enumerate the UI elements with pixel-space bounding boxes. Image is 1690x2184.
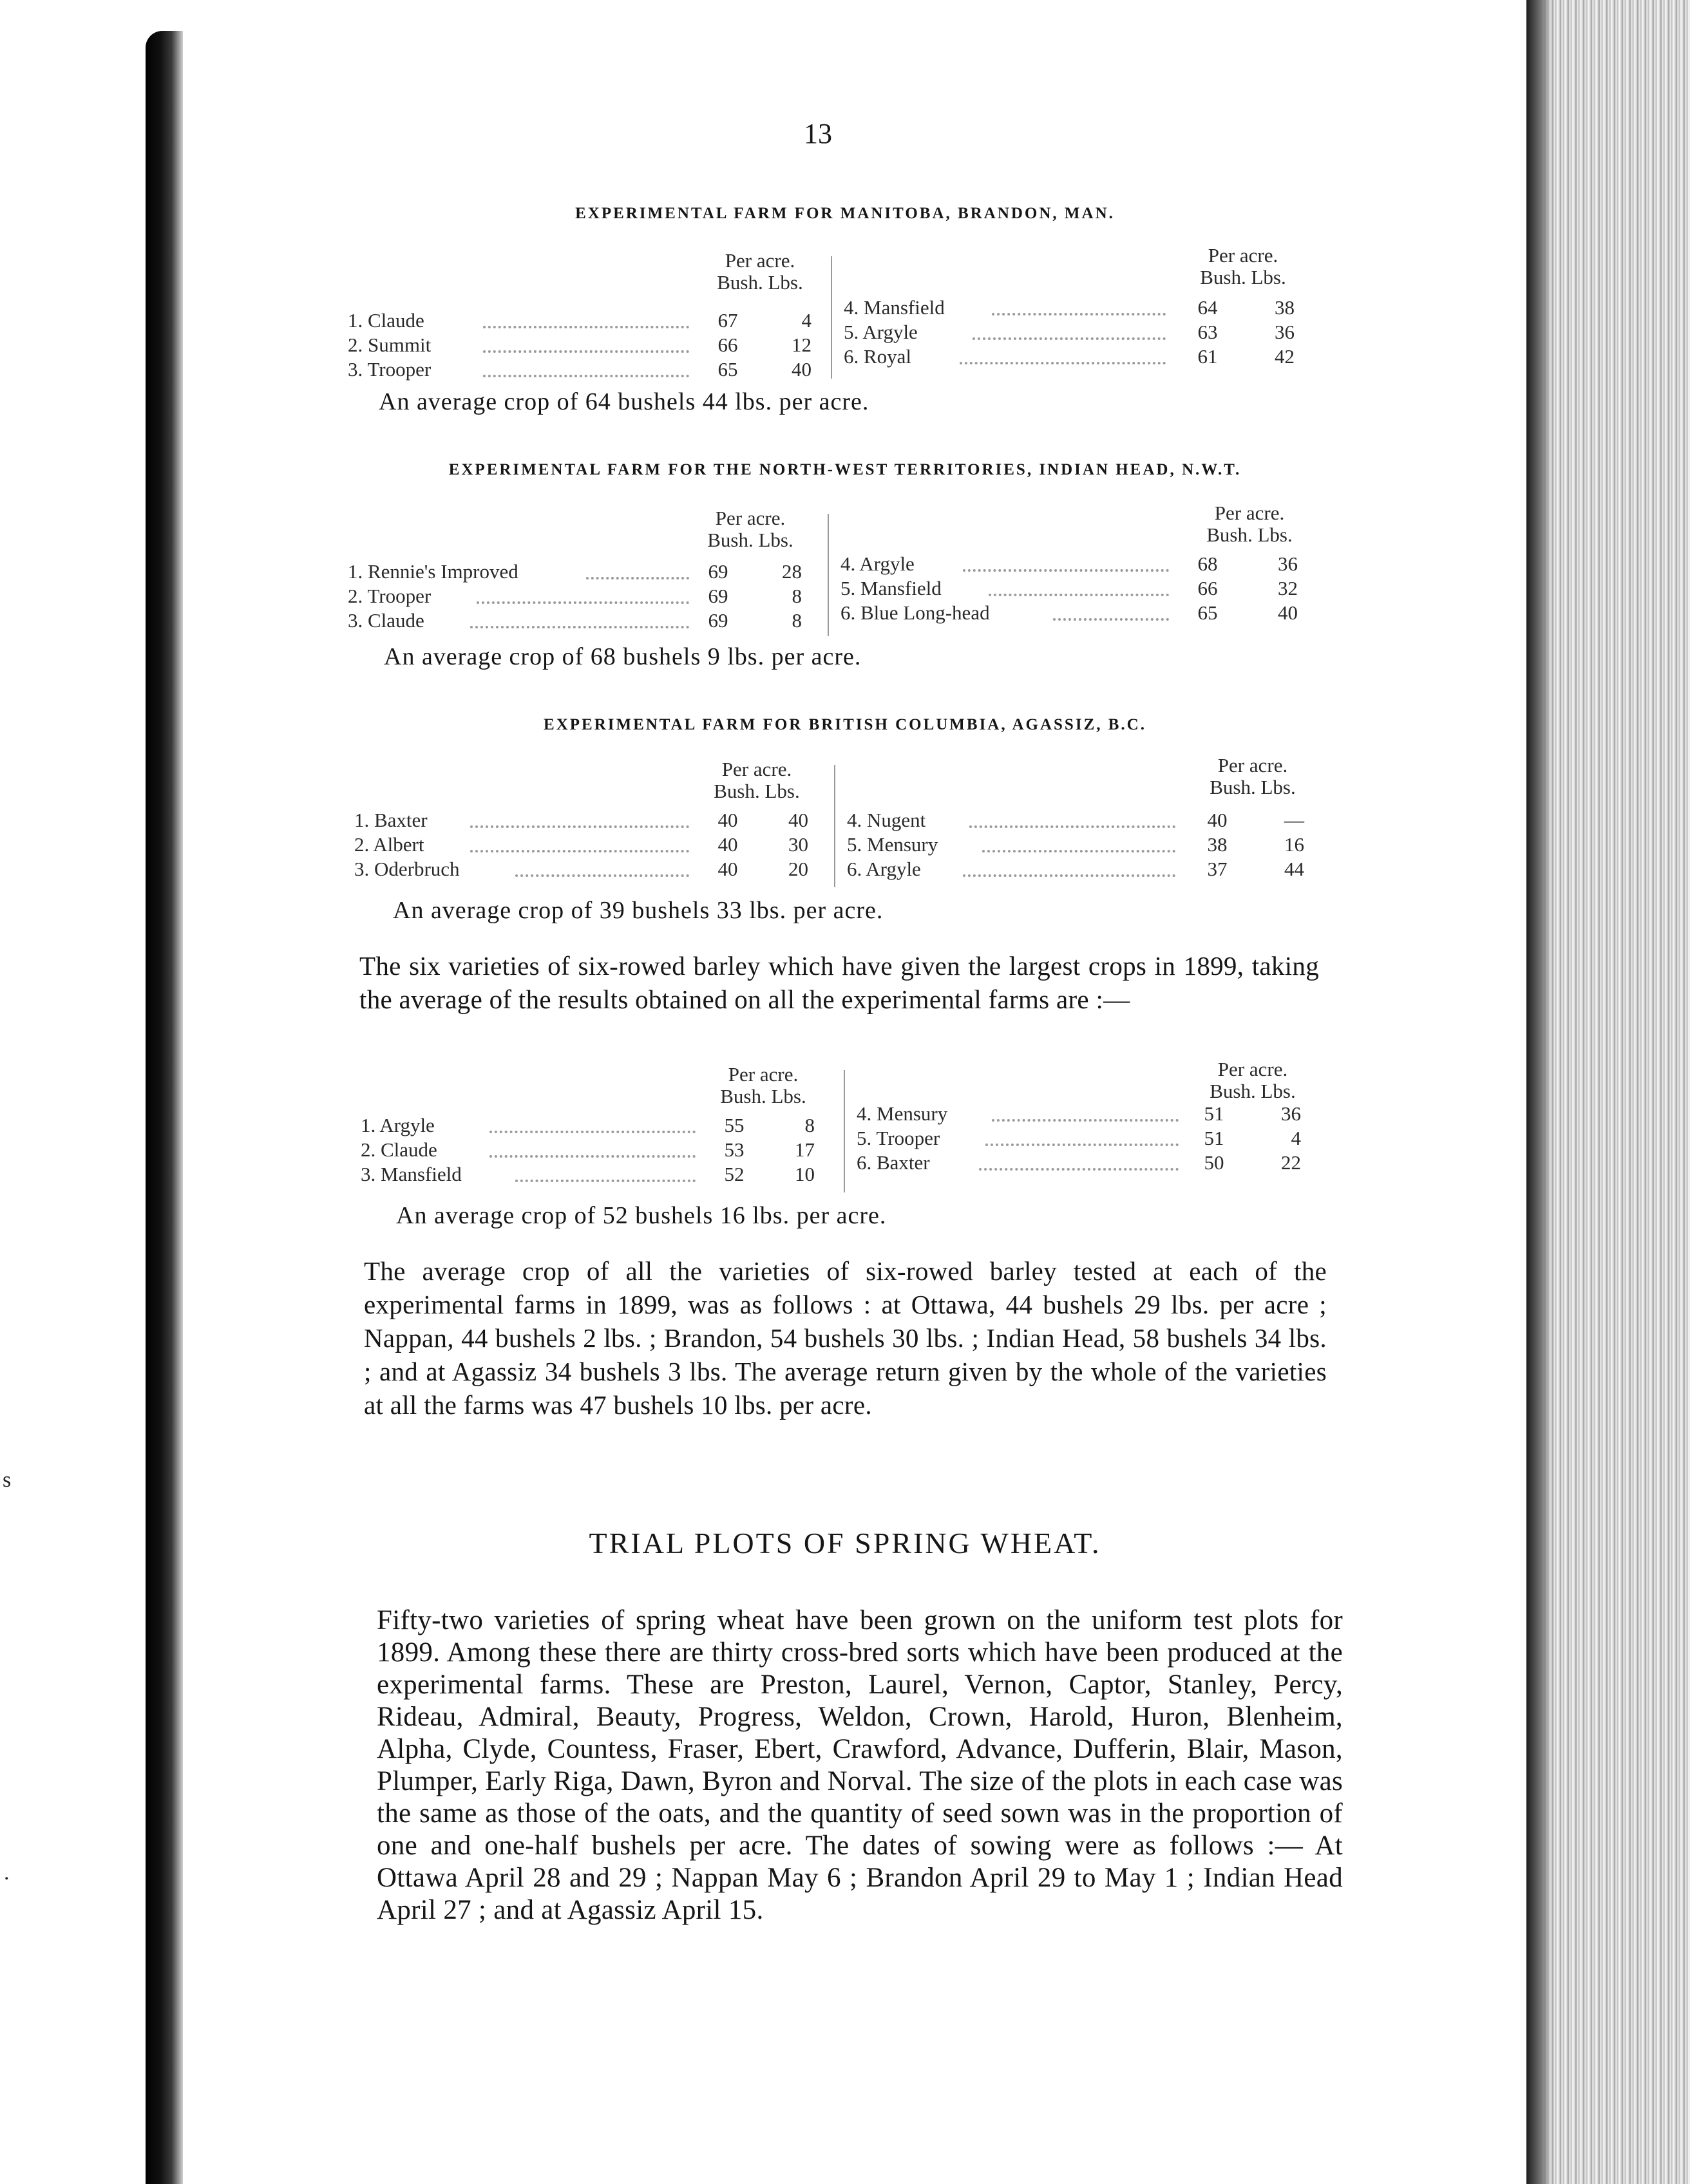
column-divider xyxy=(844,1070,845,1192)
table-row: 6. Baxter 50 22 xyxy=(857,1151,1301,1174)
table-row: 3. Mansfield 52 10 xyxy=(361,1163,815,1185)
column-header-right: Per acre. Bush. Lbs. xyxy=(1206,502,1293,546)
variety-table-bc xyxy=(348,754,1320,894)
trial-heading: TRIAL PLOTS OF SPRING WHEAT. xyxy=(589,1527,1101,1559)
variety-table-nwt xyxy=(348,502,1320,643)
column-divider xyxy=(831,256,832,379)
column-divider xyxy=(834,765,835,887)
facing-page-edge xyxy=(0,0,144,2184)
variety-table-all-farms xyxy=(348,1058,1320,1199)
column-header-left: Per acre. Bush. Lbs. xyxy=(707,507,793,551)
column-header-right: Per acre. Bush. Lbs. xyxy=(1200,244,1286,288)
facing-page-mark: s xyxy=(3,1468,12,1492)
book-spine-shadow xyxy=(146,31,183,2184)
table-row: 2. Claude 53 17 xyxy=(361,1138,815,1161)
table-row: 5. Trooper 51 4 xyxy=(857,1127,1301,1149)
table-row: 2. Albert 40 30 xyxy=(354,833,808,856)
average-nwt: An average crop of 68 bushels 9 lbs. per acre. xyxy=(384,643,862,670)
column-header-right: Per acre. Bush. Lbs. xyxy=(1210,1058,1296,1102)
column-divider xyxy=(828,514,829,636)
variety-table-manitoba xyxy=(348,244,1320,385)
table-row: 6. Argyle 37 44 xyxy=(847,858,1304,880)
table-row: 1. Rennie's Improved 69 28 xyxy=(348,560,802,583)
table-row: 4. Mensury 51 36 xyxy=(857,1102,1301,1125)
section-heading-manitoba: EXPERIMENTAL FARM FOR MANITOBA, BRANDON, MAN. xyxy=(575,205,1115,222)
table-row: 1. Argyle 55 8 xyxy=(361,1114,815,1136)
wheat-paragraph: Fifty-two varieties of spring wheat have been grown on the uniform test plots for 1899. Among these there are thirty cross-bred sorts which have been produced at the experimental farms. These are Preston, Laurel, Vernon, Captor, Stanley, Percy, Rideau, Admiral, Beauty, Progress, Weldon, Crown, Harold, Huron, Blenheim, Alpha, Clyde, Countess, Fraser, Ebert, Crawford, Advance, Dufferin, Blair, Mason, Plumper, Early Riga, Dawn, Byron and Norval. The size of the plots in each case was the same as those of the oats, and the quantity of seed sown was in the proportion of one and one-half bushels per acre. The dates of sowing were as follows :— At Ottawa April 28 and 29 ; Nappan May 6 ; Brandon April 29 to May 1 ; Indian Head April 27 ; and at Agassiz April 15. xyxy=(377,1605,1343,1925)
column-header-left: Per acre. Bush. Lbs. xyxy=(714,758,800,802)
table-row: 5. Argyle 63 36 xyxy=(844,321,1295,343)
page-number: 13 xyxy=(804,118,832,149)
average-bc: An average crop of 39 bushels 33 lbs. per acre. xyxy=(393,897,884,924)
table-row: 4. Mansfield 64 38 xyxy=(844,296,1295,319)
table-row: 3. Trooper 65 40 xyxy=(348,358,812,381)
table-row: 5. Mansfield 66 32 xyxy=(840,577,1298,599)
book-page-edges xyxy=(1526,0,1690,2184)
table-row: 6. Royal 61 42 xyxy=(844,345,1295,368)
table-row: 4. Argyle 68 36 xyxy=(840,552,1298,575)
table-row: 3. Oderbruch 40 20 xyxy=(354,858,808,880)
average-all-farms: An average crop of 52 bushels 16 lbs. per acre. xyxy=(396,1202,887,1229)
table-row: 2. Summit 66 12 xyxy=(348,334,812,356)
summary-paragraph: The average crop of all the varieties of six-rowed barley tested at each of the experimental farms in 1899, was as follows : at Ottawa, 44 bushels 29 lbs. per acre ; Nappan, 44 bushels 2 lbs. ; Brandon, 54 bushels 30 lbs. ; Indian Head, 58 bushels 34 lbs. ; and at Agassiz 34 bushels 3 lbs. The average return given by the whole of the varieties at all the farms was 47 bushels 10 lbs. per acre. xyxy=(364,1256,1327,1420)
facing-page-mark: . xyxy=(4,1861,10,1885)
column-header-left: Per acre. Bush. Lbs. xyxy=(717,249,803,294)
average-manitoba: An average crop of 64 bushels 44 lbs. per acre. xyxy=(379,388,869,415)
section-heading-nwt: EXPERIMENTAL FARM FOR THE NORTH-WEST TERRITORIES, INDIAN HEAD, N.W.T. xyxy=(448,461,1242,478)
table-row: 6. Blue Long-head 65 40 xyxy=(840,601,1298,624)
column-header-right: Per acre. Bush. Lbs. xyxy=(1210,754,1296,798)
section-heading-bc: EXPERIMENTAL FARM FOR BRITISH COLUMBIA, AGASSIZ, B.C. xyxy=(544,716,1146,733)
table-row: 1. Baxter 40 40 xyxy=(354,809,808,831)
intro-all-farms-paragraph: The six varieties of six-rowed barley which have given the largest crops in 1899, taking the average of the results obtained on all the experimental farms are :— xyxy=(359,951,1319,1014)
table-row: 3. Claude 69 8 xyxy=(348,609,802,632)
table-row: 5. Mensury 38 16 xyxy=(847,833,1304,856)
table-row: 2. Trooper 69 8 xyxy=(348,585,802,607)
table-row: 4. Nugent 40 — xyxy=(847,809,1304,831)
column-header-left: Per acre. Bush. Lbs. xyxy=(720,1063,806,1107)
table-row: 1. Claude 67 4 xyxy=(348,309,812,332)
